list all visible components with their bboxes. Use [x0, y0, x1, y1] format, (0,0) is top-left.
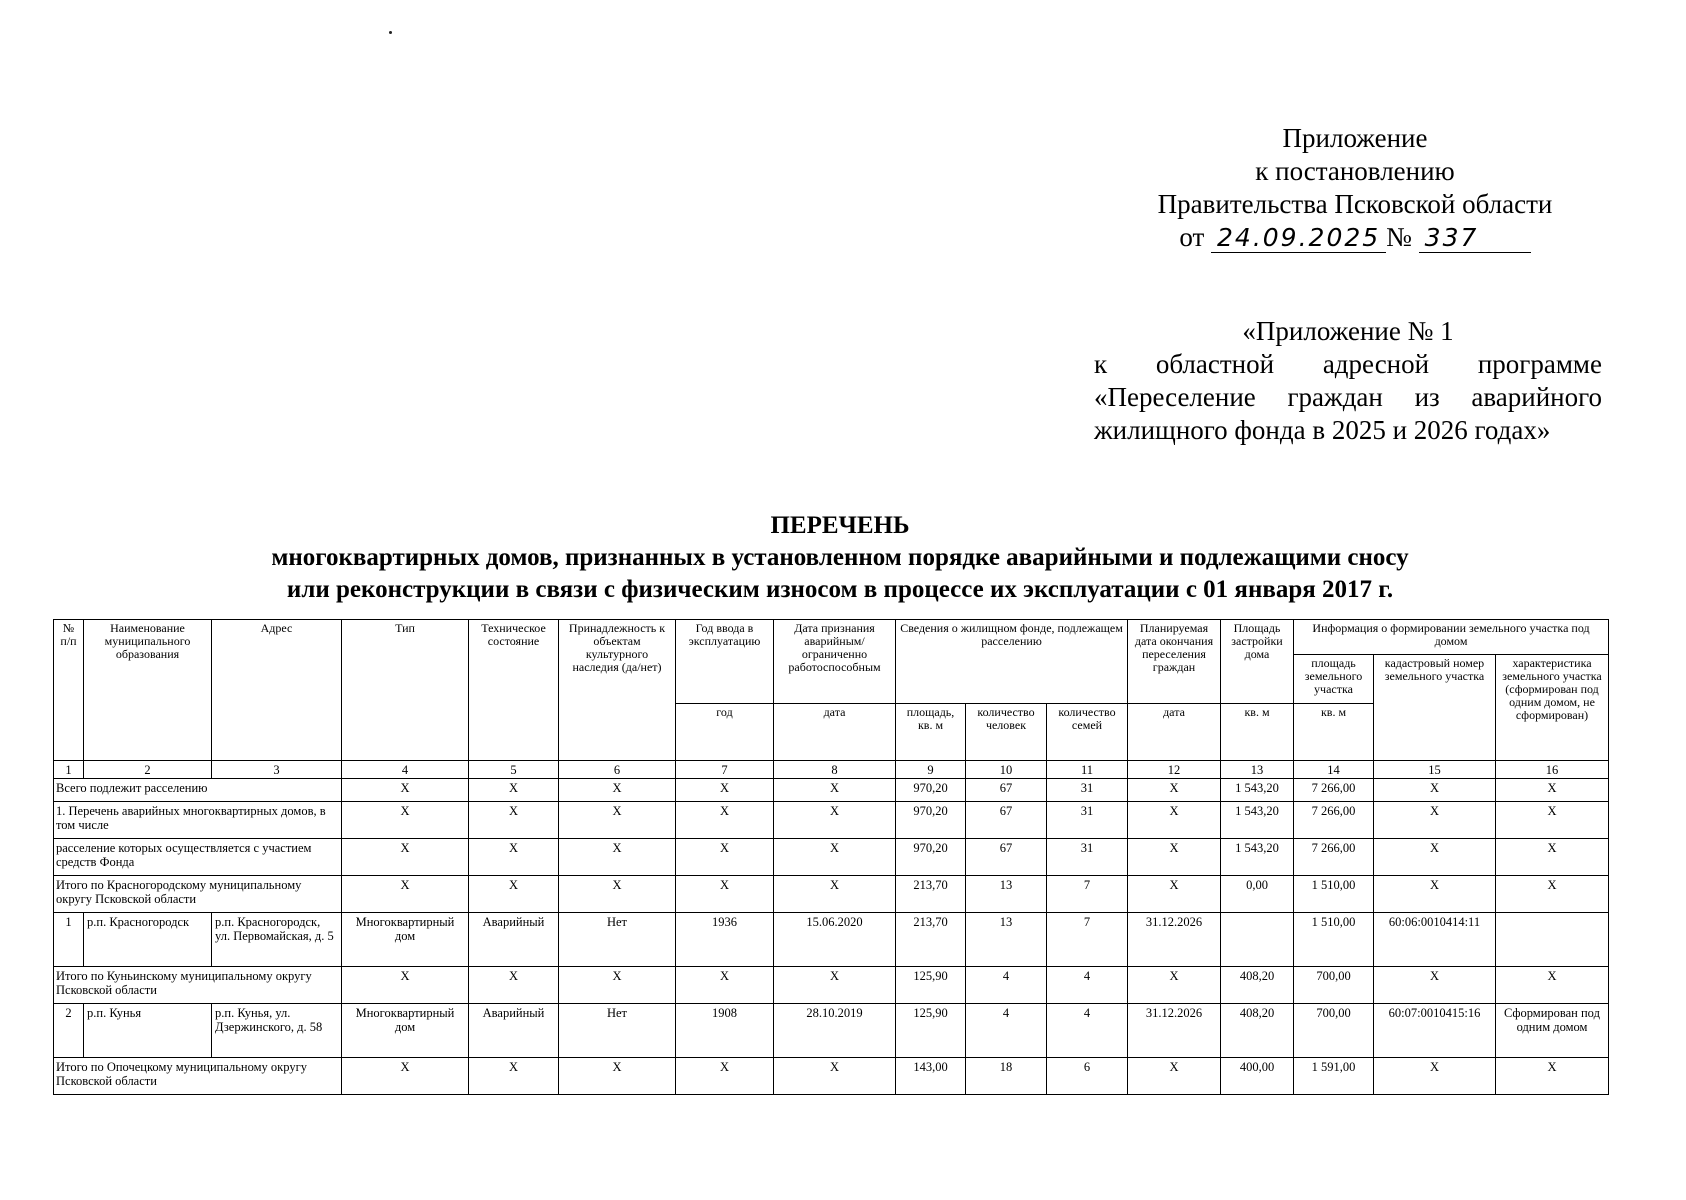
table-cell: X	[676, 876, 774, 913]
table-cell: 970,20	[896, 779, 966, 802]
column-number: 11	[1047, 761, 1128, 779]
heritage-cell: Нет	[559, 913, 676, 967]
header-row	[54, 620, 1609, 655]
summary-label: Итого по Красногородскому муниципальному округу Псковской области	[54, 876, 342, 913]
column-number: 14	[1294, 761, 1374, 779]
table-cell: X	[676, 967, 774, 1004]
table-cell: X	[676, 839, 774, 876]
table-cell: X	[774, 1058, 896, 1095]
col-header: кадастровый номер земельного участка	[1374, 655, 1496, 761]
table-cell: X	[469, 876, 559, 913]
col-header: № п/п	[54, 620, 84, 761]
program-annex-block	[1094, 315, 1602, 447]
title-sub: или реконструкции в связи с физическим износом в процессе их эксплуатации с 01 января 2017 г.	[286, 576, 1394, 603]
column-number: 7	[676, 761, 774, 779]
column-number: 12	[1128, 761, 1221, 779]
program-annex-title: «Приложение № 1	[1242, 316, 1454, 346]
column-number: 13	[1221, 761, 1294, 779]
table-cell: X	[342, 876, 469, 913]
table-cell: 0,00	[1221, 876, 1294, 913]
table-cell: X	[1496, 802, 1609, 839]
date-cell: 28.10.2019	[774, 1004, 896, 1058]
annex-line: к постановлению	[1255, 156, 1455, 186]
table-cell: X	[676, 779, 774, 802]
column-number: 4	[342, 761, 469, 779]
table-cell: X	[342, 839, 469, 876]
column-number-row	[54, 761, 1609, 779]
column-number: 5	[469, 761, 559, 779]
table-cell: X	[1374, 802, 1496, 839]
table-cell: 1 543,20	[1221, 802, 1294, 839]
date-number-line	[1179, 221, 1530, 254]
col-header: Принадлежность к объектам культурного наследия (да/нет)	[559, 620, 676, 761]
house-row	[54, 1004, 1609, 1058]
summary-label: расселение которых осуществляется с участием средств Фонда	[54, 839, 342, 876]
summary-row	[54, 967, 1609, 1004]
table-cell: 67	[966, 839, 1047, 876]
title-main: ПЕРЕЧЕНЬ	[770, 512, 910, 539]
table-cell: X	[1128, 876, 1221, 913]
col-header: Площадь застройки дома	[1221, 620, 1294, 704]
scan-speck	[389, 31, 392, 34]
feature-cell: Сформирован под одним домом	[1496, 1004, 1609, 1058]
row-number: 2	[54, 1004, 84, 1058]
table-cell: X	[774, 876, 896, 913]
document-title	[40, 510, 1640, 606]
col-header: Наименование муниципального образования	[84, 620, 212, 761]
table-cell: 6	[1047, 1058, 1128, 1095]
table-cell: 213,70	[896, 876, 966, 913]
state-cell: Аварийный	[469, 1004, 559, 1058]
plan-date-cell: 31.12.2026	[1128, 1004, 1221, 1058]
number-label: №	[1386, 222, 1412, 252]
municipality-cell: р.п. Красногородск	[84, 913, 212, 967]
summary-label: Итого по Опочецкому муниципальному округу Псковской области	[54, 1058, 342, 1095]
state-cell: Аварийный	[469, 913, 559, 967]
table-cell: X	[469, 779, 559, 802]
housing-register-table	[53, 619, 1609, 1095]
address-cell: р.п. Кунья, ул. Дзержинского, д. 58	[212, 1004, 342, 1058]
table-cell: X	[469, 839, 559, 876]
table-cell: 408,20	[1221, 967, 1294, 1004]
people-cell: 4	[966, 1004, 1047, 1058]
year-cell: 1908	[676, 1004, 774, 1058]
table-cell: X	[1128, 839, 1221, 876]
area-cell: 125,90	[896, 1004, 966, 1058]
table-cell: 4	[966, 967, 1047, 1004]
families-cell: 4	[1047, 1004, 1128, 1058]
column-number: 6	[559, 761, 676, 779]
table-cell: 1 543,20	[1221, 839, 1294, 876]
column-number: 15	[1374, 761, 1496, 779]
table-cell: X	[1374, 876, 1496, 913]
table-cell: X	[1128, 1058, 1221, 1095]
heritage-cell: Нет	[559, 1004, 676, 1058]
handwritten-date: 24.09.2025	[1211, 224, 1386, 253]
table-cell: 31	[1047, 802, 1128, 839]
summary-row	[54, 1058, 1609, 1095]
plan-date-cell: 31.12.2026	[1128, 913, 1221, 967]
unit-header: дата	[1128, 704, 1221, 761]
summary-label: 1. Перечень аварийных многоквартирных домов, в том числе	[54, 802, 342, 839]
unit-header: количество человек	[966, 704, 1047, 761]
resolution-annex-block	[1130, 122, 1580, 254]
table-cell: 143,00	[896, 1058, 966, 1095]
col-header: Тип	[342, 620, 469, 761]
handwritten-number: 337	[1419, 224, 1531, 253]
column-number: 9	[896, 761, 966, 779]
col-header: Информация о формировании земельного участка под домом	[1294, 620, 1609, 655]
year-cell: 1936	[676, 913, 774, 967]
table-cell: X	[774, 802, 896, 839]
program-annex-line: «Переселение граждан из аварийного	[1094, 382, 1602, 412]
table-cell: 31	[1047, 839, 1128, 876]
column-number: 2	[84, 761, 212, 779]
table-cell: X	[559, 802, 676, 839]
table-cell: X	[1374, 779, 1496, 802]
table-cell: X	[676, 1058, 774, 1095]
type-cell: Многоквартирный дом	[342, 1004, 469, 1058]
table-cell: 13	[966, 876, 1047, 913]
unit-header: площадь, кв. м	[896, 704, 966, 761]
table-cell: 1 543,20	[1221, 779, 1294, 802]
table-cell: X	[1374, 967, 1496, 1004]
program-annex-line: к областной адресной программе	[1094, 349, 1602, 379]
table-cell: 67	[966, 802, 1047, 839]
table-cell: 1 591,00	[1294, 1058, 1374, 1095]
table-cell: 700,00	[1294, 967, 1374, 1004]
type-cell: Многоквартирный дом	[342, 913, 469, 967]
table-cell: 7 266,00	[1294, 802, 1374, 839]
unit-header: год	[676, 704, 774, 761]
table-cell: X	[559, 779, 676, 802]
table-cell: 970,20	[896, 802, 966, 839]
families-cell: 7	[1047, 913, 1128, 967]
table-cell: 31	[1047, 779, 1128, 802]
unit-header: дата	[774, 704, 896, 761]
table-cell: 7	[1047, 876, 1128, 913]
table-cell: X	[559, 967, 676, 1004]
table-cell: X	[342, 779, 469, 802]
table-cell: X	[1374, 1058, 1496, 1095]
table-cell: X	[1496, 839, 1609, 876]
col-header: Сведения о жилищном фонде, подлежащем расселению	[896, 620, 1128, 704]
column-number: 10	[966, 761, 1047, 779]
table-cell: X	[676, 802, 774, 839]
col-header: Адрес	[212, 620, 342, 761]
table-cell: X	[559, 876, 676, 913]
table-cell: X	[1374, 839, 1496, 876]
summary-row	[54, 839, 1609, 876]
summary-label: Итого по Куньинскому муниципальному округу Псковской области	[54, 967, 342, 1004]
table-cell: 18	[966, 1058, 1047, 1095]
build-area-cell	[1221, 913, 1294, 967]
table-cell: X	[774, 839, 896, 876]
table-cell: X	[342, 802, 469, 839]
annex-line: Приложение	[1282, 123, 1428, 153]
table-cell: 7 266,00	[1294, 839, 1374, 876]
table-cell: X	[342, 1058, 469, 1095]
area-cell: 213,70	[896, 913, 966, 967]
column-number: 1	[54, 761, 84, 779]
table-cell: X	[559, 839, 676, 876]
annex-line: Правительства Псковской области	[1157, 189, 1553, 219]
table-cell: 125,90	[896, 967, 966, 1004]
date-cell: 15.06.2020	[774, 913, 896, 967]
table-cell: X	[469, 802, 559, 839]
address-cell: р.п. Красногородск, ул. Первомайская, д. 5	[212, 913, 342, 967]
table-cell: 400,00	[1221, 1058, 1294, 1095]
municipality-cell: р.п. Кунья	[84, 1004, 212, 1058]
table-cell: X	[469, 967, 559, 1004]
table-cell: X	[1496, 779, 1609, 802]
table-cell: 67	[966, 779, 1047, 802]
table-cell: 970,20	[896, 839, 966, 876]
summary-row	[54, 876, 1609, 913]
people-cell: 13	[966, 913, 1047, 967]
column-number: 16	[1496, 761, 1609, 779]
table-cell: X	[342, 967, 469, 1004]
house-row	[54, 913, 1609, 967]
unit-header: кв. м	[1221, 704, 1294, 761]
title-sub: многоквартирных домов, признанных в установленном порядке аварийными и подлежащими сносу	[271, 544, 1409, 571]
land-area-cell: 1 510,00	[1294, 913, 1374, 967]
table-cell: X	[1496, 1058, 1609, 1095]
table-cell: X	[1128, 967, 1221, 1004]
summary-label: Всего подлежит расселению	[54, 779, 342, 802]
column-number: 8	[774, 761, 896, 779]
summary-row	[54, 779, 1609, 802]
col-header: Техническое состояние	[469, 620, 559, 761]
col-header: Планируемая дата окончания переселения граждан	[1128, 620, 1221, 704]
summary-row	[54, 802, 1609, 839]
table-cell: X	[469, 1058, 559, 1095]
cadastre-cell: 60:06:0010414:11	[1374, 913, 1496, 967]
land-area-cell: 700,00	[1294, 1004, 1374, 1058]
table-cell: X	[1128, 802, 1221, 839]
from-label: от	[1179, 222, 1205, 252]
unit-header: кв. м	[1294, 704, 1374, 761]
cadastre-cell: 60:07:0010415:16	[1374, 1004, 1496, 1058]
table-cell: X	[1496, 967, 1609, 1004]
table-cell: X	[1128, 779, 1221, 802]
table-cell: 4	[1047, 967, 1128, 1004]
build-area-cell: 408,20	[1221, 1004, 1294, 1058]
col-header: Дата признания аварийным/ ограниченно работоспособным	[774, 620, 896, 704]
unit-header: количество семей	[1047, 704, 1128, 761]
table-cell: 1 510,00	[1294, 876, 1374, 913]
table-cell: 7 266,00	[1294, 779, 1374, 802]
table-cell: X	[1496, 876, 1609, 913]
table-cell: X	[774, 967, 896, 1004]
col-header: площадь земельного участка	[1294, 655, 1374, 704]
col-header: Год ввода в эксплуатацию	[676, 620, 774, 704]
table-cell: X	[559, 1058, 676, 1095]
table-cell: X	[774, 779, 896, 802]
feature-cell	[1496, 913, 1609, 967]
column-number: 3	[212, 761, 342, 779]
row-number: 1	[54, 913, 84, 967]
col-header: характеристика земельного участка (сформирован под одним домом, не сформирован)	[1496, 655, 1609, 761]
program-annex-line: жилищного фонда в 2025 и 2026 годах»	[1094, 415, 1551, 445]
